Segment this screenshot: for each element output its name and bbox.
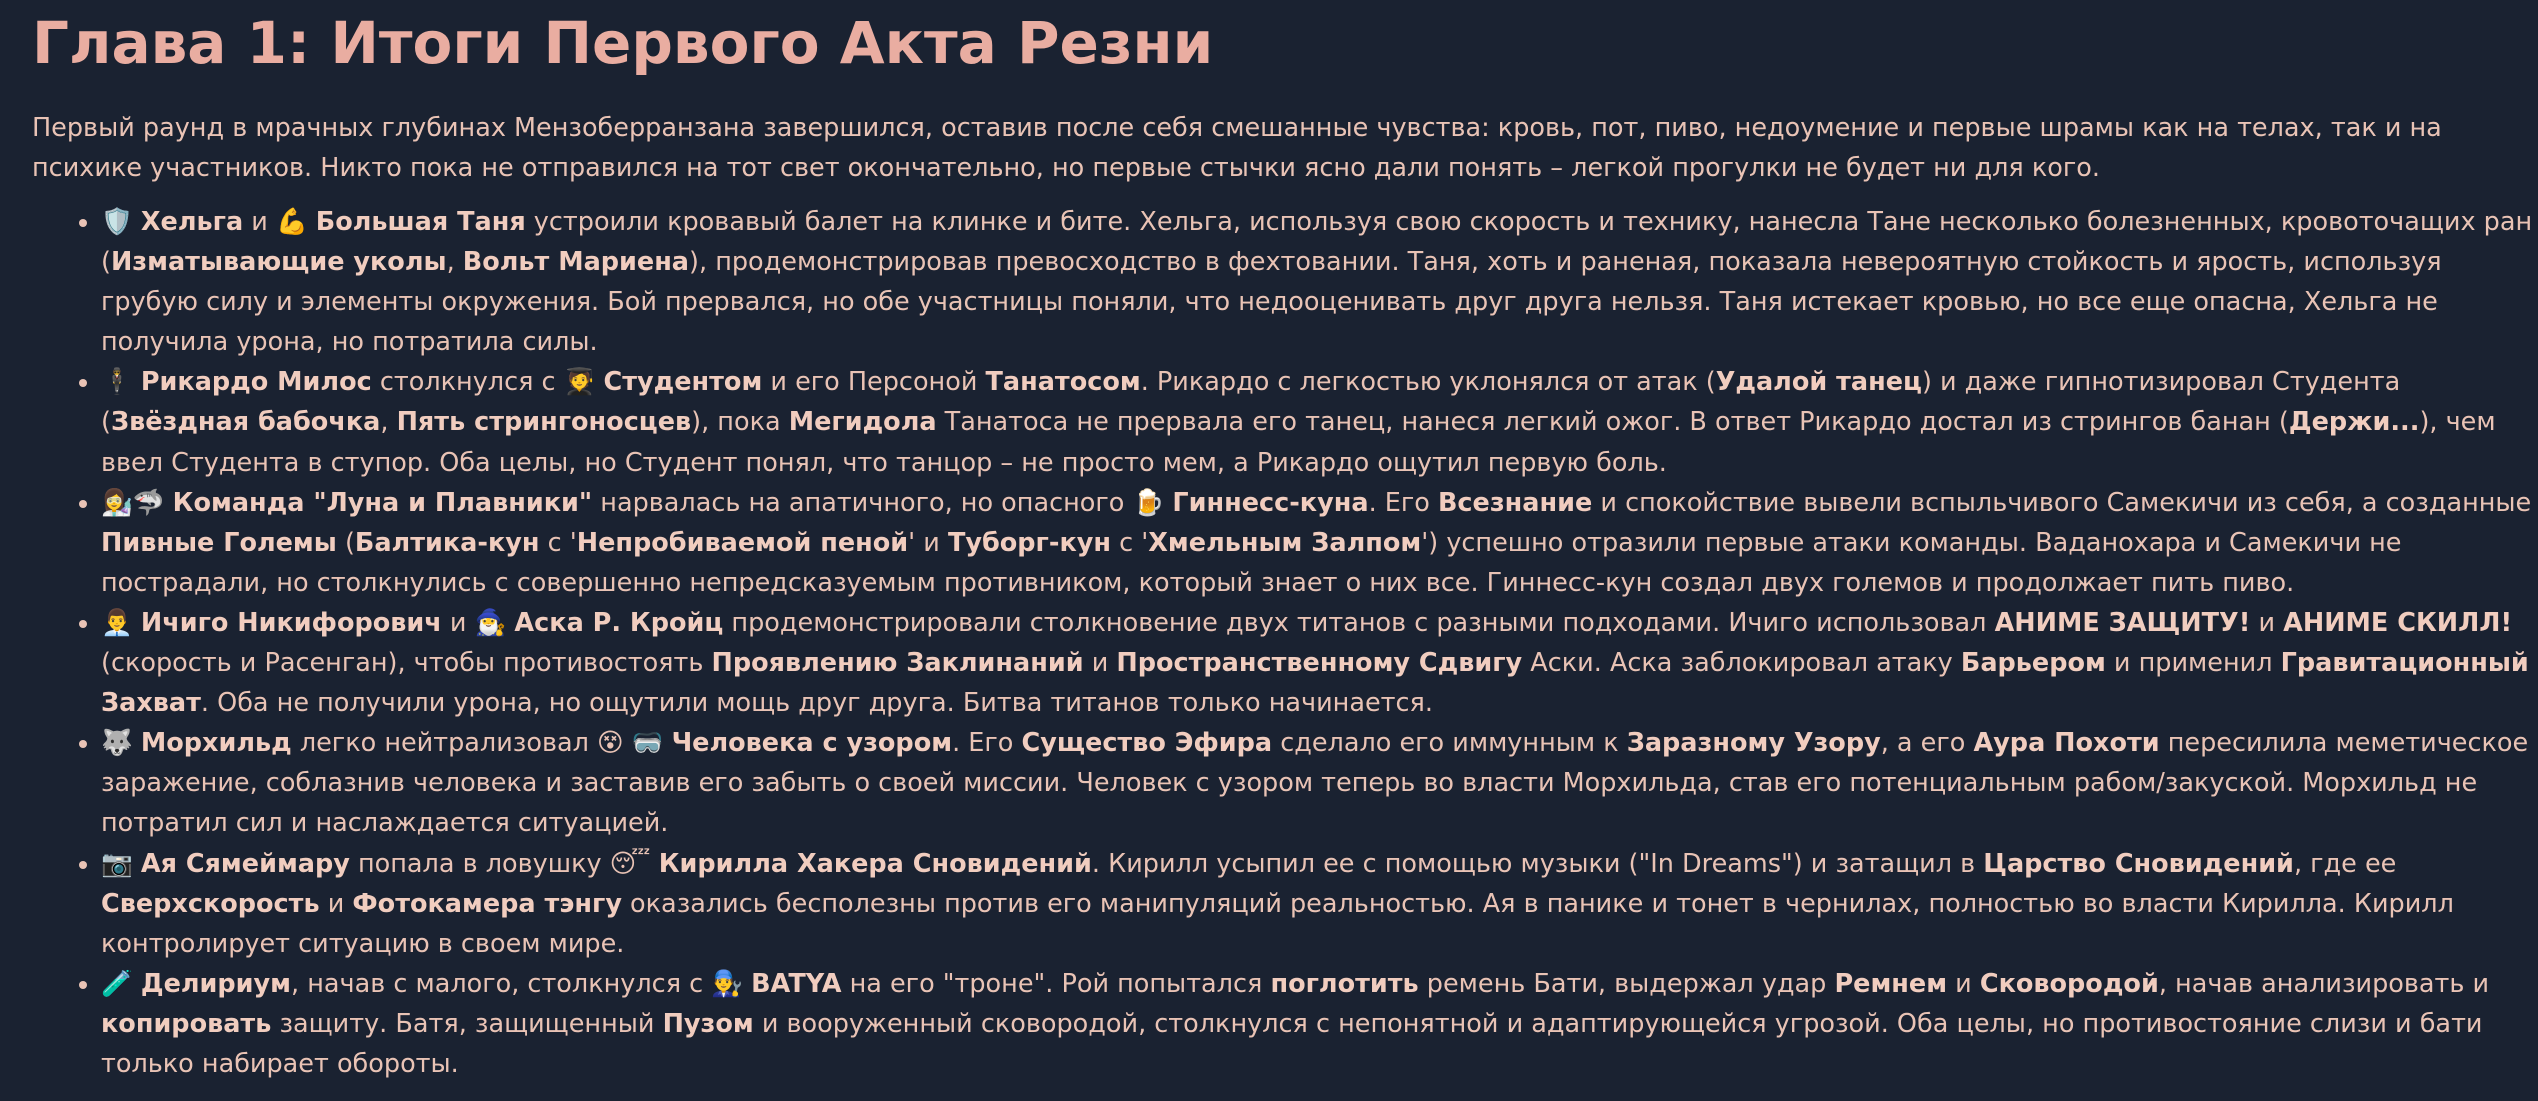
- text-run: 🐺: [101, 728, 141, 759]
- bold-term: Пять стрингоносцев: [396, 407, 692, 438]
- bold-term: Морхильд: [140, 728, 292, 759]
- text-run: ,: [446, 247, 463, 278]
- text-run: ' и: [908, 527, 948, 558]
- text-run: . Его: [952, 728, 1022, 759]
- bold-term: Пространственному Сдвигу: [1116, 648, 1523, 679]
- bold-term: Большая Таня: [315, 207, 526, 237]
- bold-term: Удалой танец: [1715, 367, 1922, 398]
- text-run: ') успешно отразили первые атаки команды. Ваданохара и Самекичи не пострадали, но столкнулись с совершенно непредсказуемым противником, который знает о них все. Гиннесс-кун создал двух големов и продолжает пить пиво.: [101, 527, 2402, 598]
- bold-term: Вольт Мариена: [462, 247, 690, 278]
- text-run: 🛡️: [101, 207, 141, 237]
- bold-term: Хельга: [140, 207, 244, 237]
- text-run: защиту. Батя, защищенный: [271, 1008, 663, 1039]
- bold-term: Аска Р. Кройц: [514, 607, 724, 638]
- text-run: ремень Бати, выдержал удар: [1418, 968, 1835, 999]
- list-item: [101, 202, 2538, 362]
- bold-term: копировать: [101, 1008, 272, 1039]
- text-run: Аски. Аска заблокировал атаку: [1522, 648, 1961, 679]
- bold-term: Мегидола: [788, 407, 937, 438]
- bold-term: Танатосом: [985, 367, 1141, 398]
- list-item: [101, 844, 2538, 964]
- bold-term: Пивные Големы: [101, 527, 337, 558]
- text-run: устроили кровавый балет на клинке и бите. Хельга, используя свою скорость и технику, нанесла Тане несколько болезненных, кровоточащих ран (: [101, 207, 2533, 278]
- text-run: ) и даже гипнотизировал Студента (: [101, 367, 2401, 438]
- bold-term: Держи...: [2288, 407, 2420, 438]
- bold-term: Балтика-кун: [354, 527, 540, 558]
- text-run: легко нейтрализовал 😵 🥽: [291, 728, 672, 759]
- text-run: ), продемонстрировав превосходство в фехтовании. Таня, хоть и раненая, показала невероятную стойкость и ярость, используя грубую силу и элементы окружения. Бой прервался, но обе участницы поняли, что недооценивать друг друга нельзя. Таня истекает кровью, но все еще опасна, Хельга не получила урона, но потратила силы.: [101, 247, 2442, 358]
- list-item: [101, 603, 2538, 723]
- text-run: 🕴️: [101, 367, 141, 398]
- text-run: и 💪: [243, 207, 316, 237]
- bold-term: Изматывающие уколы: [110, 247, 447, 278]
- text-run: нарвалась на апатичного, но опасного 🍺: [592, 487, 1173, 518]
- bold-term: Ичиго Никифорович: [140, 607, 442, 638]
- bold-term: Аура Похоти: [1973, 728, 2160, 759]
- text-run: . Оба не получили урона, но ощутили мощь друг друга. Битва титанов только начинается.: [200, 688, 1433, 719]
- text-run: и 🧙‍♂️: [441, 607, 515, 638]
- text-run: столкнулся с 🧑‍🎓: [371, 367, 604, 398]
- bold-term: Человека с узором: [671, 728, 953, 759]
- bold-term: Барьером: [1960, 648, 2106, 679]
- bold-term: Царство Сновидений: [1983, 848, 2294, 879]
- bold-term: Ая Сямеймару: [140, 848, 350, 879]
- bold-term: Рикардо Милос: [140, 367, 372, 398]
- bold-term: Ремнем: [1834, 968, 1948, 999]
- bold-term: Гравитационный Захват: [101, 648, 2529, 719]
- bold-term: Кирилла Хакера Сновидений: [658, 848, 1092, 879]
- bold-term: Делириум: [140, 968, 291, 999]
- text-run: . Его: [1368, 487, 1438, 518]
- text-run: . Кирилл усыпил ее с помощью музыки ("In Dreams") и затащил в: [1091, 848, 1984, 879]
- intro-paragraph: Первый раунд в мрачных глубинах Мензоберранзана завершился, оставив после себя смешанные чувства: кровь, пот, пиво, недоумение и первые шрамы как на телах, так и на психике участников. Никто пока не отправился на тот свет окончательно, но первые стычки ясно дали понять – легкой прогулки не будет ни для кого.: [32, 113, 2442, 183]
- bold-term: Заразному Узору: [1626, 728, 1881, 759]
- bold-term: Проявлению Заклинаний: [711, 648, 1084, 679]
- bold-term: Студентом: [603, 367, 763, 398]
- bold-term: Туборг-кун: [947, 527, 1112, 558]
- list-item: [101, 483, 2538, 603]
- bold-term: Всезнание: [1438, 487, 1593, 518]
- text-run: 👩‍🔬🦈: [101, 487, 173, 518]
- text-run: оказались бесполезны против его манипуляций реальностью. Ая в панике и тонет в чернилах, полностью во власти Кирилла. Кирилл контролирует ситуацию в своем мире.: [101, 888, 2454, 959]
- bold-term: Звёздная бабочка: [110, 407, 381, 438]
- text-run: с ': [539, 527, 577, 558]
- text-run: , начав анализировать и: [2158, 968, 2490, 999]
- list-item: [101, 723, 2538, 843]
- text-run: . Рикардо с легкостью уклонялся от атак (: [1140, 367, 1716, 398]
- bold-term: Сверхскорость: [101, 888, 320, 919]
- battle-summary-list: [32, 202, 2538, 1084]
- text-run: Танатоса не прервала его танец, нанеся легкий ожог. В ответ Рикардо достал из стрингов банан (: [936, 407, 2289, 438]
- text-run: на его "троне". Рой попытался: [841, 968, 1271, 999]
- text-run: и его Персоной: [762, 367, 986, 398]
- text-run: 📷: [101, 848, 141, 879]
- text-run: 🧪: [101, 968, 141, 999]
- text-run: (скорость и Расенган), чтобы противостоять: [101, 648, 712, 679]
- text-run: , а его: [1880, 728, 1974, 759]
- bold-term: АНИМЕ СКИЛЛ!: [2283, 607, 2513, 638]
- bold-term: Гиннесс-куна: [1172, 487, 1369, 518]
- bold-term: АНИМЕ ЗАЩИТУ!: [1994, 607, 2251, 638]
- text-run: и спокойствие вывели вспыльчивого Самекичи из себя, а созданные: [1592, 487, 2532, 518]
- text-run: и: [1083, 648, 1117, 679]
- text-run: ), чем ввел Студента в ступор. Оба целы, но Студент понял, что танцор – не просто мем, а Рикардо ощутил первую боль.: [101, 407, 2496, 478]
- page-title: Глава 1: Итоги Первого Акта Резни: [32, 9, 1214, 77]
- text-run: сделало его иммунным к: [1272, 728, 1627, 759]
- text-run: и применил: [2105, 648, 2281, 679]
- bold-term: Команда "Луна и Плавники": [172, 487, 593, 518]
- text-run: , начав с малого, столкнулся с 👨‍🔧: [291, 968, 752, 999]
- bold-term: Хмельным Залпом: [1148, 527, 1422, 558]
- bold-term: поглотить: [1270, 968, 1419, 999]
- text-run: продемонстрировали столкновение двух титанов с разными подходами. Ичиго использовал: [723, 607, 1995, 638]
- text-run: пересилила меметическое заражение, соблазнив человека и заставив его забыть о своей миссии. Человек с узором теперь во власти Морхильда, став его потенциальным рабом/закуской. Морхильд не потратил сил и наслаждается ситуацией.: [101, 728, 2529, 839]
- text-run: и вооруженный сковородой, столкнулся с непонятной и адаптирующейся угрозой. Оба целы, но противостояние слизи и бати только набирает обороты.: [101, 1008, 2483, 1079]
- text-run: и: [1947, 968, 1980, 999]
- text-run: и: [319, 888, 353, 919]
- bold-term: Пузом: [662, 1008, 754, 1039]
- bold-term: Непробиваемой пеной: [576, 527, 909, 558]
- text-run: , где ее: [2293, 848, 2397, 879]
- bold-term: Фотокамера тэнгу: [352, 888, 622, 919]
- text-run: и: [2250, 607, 2284, 638]
- text-run: ), пока: [691, 407, 789, 438]
- list-item: [101, 362, 2538, 482]
- bold-term: Сковородой: [1979, 968, 2159, 999]
- text-run: (: [336, 527, 355, 558]
- bold-term: BATYA: [751, 968, 842, 999]
- list-item: [101, 964, 2538, 1084]
- bold-term: Существо Эфира: [1021, 728, 1273, 759]
- text-run: попала в ловушку 😴: [349, 848, 659, 879]
- text-run: 👨‍💼: [101, 607, 141, 638]
- text-run: ,: [380, 407, 397, 438]
- text-run: с ': [1111, 527, 1149, 558]
